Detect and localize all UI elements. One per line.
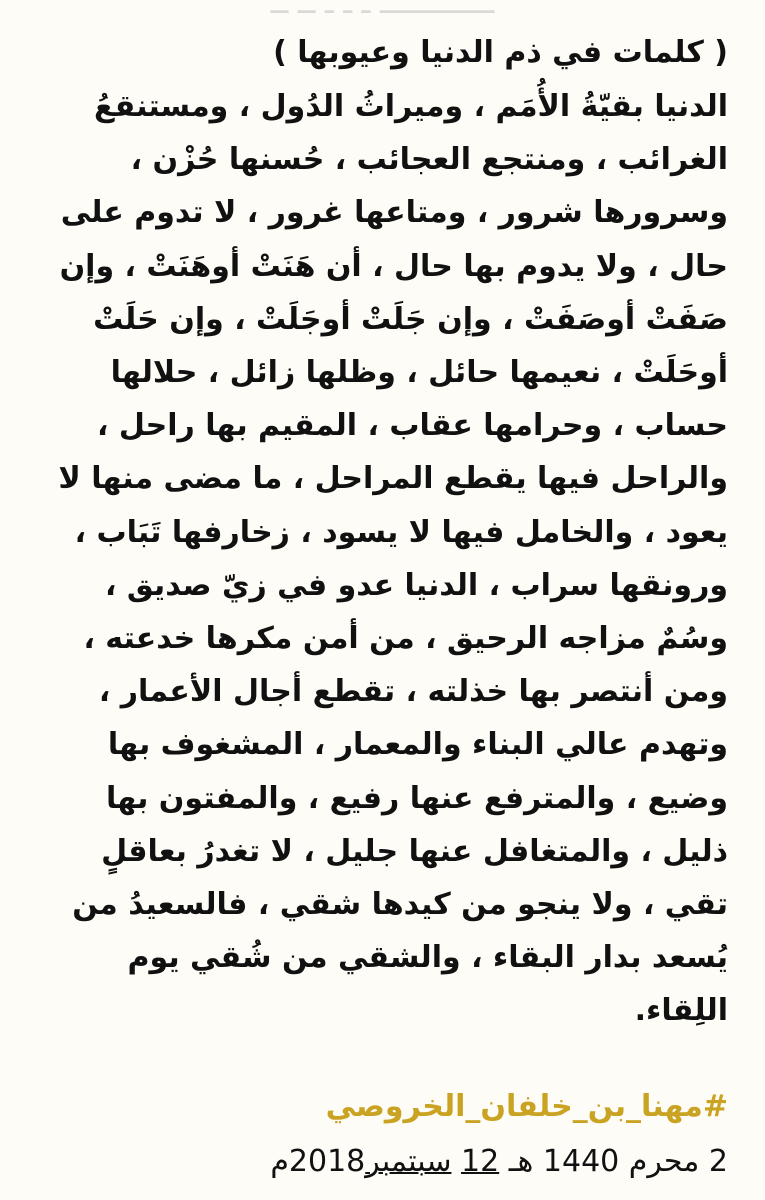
note-line: والراحل فيها يقطع المراحل ، ما مضى منها لا xyxy=(58,461,728,497)
date-line xyxy=(22,1135,728,1189)
note-line: وسرورها شرور ، ومتاعها غرور ، لا تدوم على xyxy=(60,195,728,231)
hashtag-link[interactable]: #مهنا_بن_خلفان_الخروصي xyxy=(325,1089,728,1124)
note-line: يعود ، والخامل فيها لا يسود ، زخارفها تَبَاب ، xyxy=(74,514,728,550)
note-body xyxy=(22,26,728,1038)
cut-off-previous-line: ـــــــــــــ ـ ـ ـ ــ ــ xyxy=(270,0,495,21)
note-line: ورونقها سراب ، الدنيا عدو في زيّ صديق ، xyxy=(105,567,728,603)
gregorian-day: 12 xyxy=(461,1144,500,1179)
note-line: الغرائب ، ومنتجع العجائب ، حُسنها حُزْن ، xyxy=(130,142,728,178)
note-line: حساب ، وحرامها عقاب ، المقيم بها راحل ، xyxy=(97,408,728,444)
note-line: وضيع ، والمترفع عنها رفيع ، والمفتون بها xyxy=(106,780,728,816)
hijri-date: 2 محرم 1440 هـ xyxy=(508,1144,728,1179)
note-line: تقي ، ولا ينجو من كيدها شقي ، فالسعيدُ من xyxy=(72,887,728,923)
note-line: ذليل ، والمتغافل عنها جليل ، لا تغدرُ بعاقلٍ xyxy=(101,833,728,869)
note-line: اللِقاء. xyxy=(634,993,728,1029)
note-line: وتهدم عالي البناء والمعمار ، المشغوف بها xyxy=(107,727,728,763)
note-line: أوحَلَتْ ، نعيمها حائل ، وظلها زائل ، حلالها xyxy=(110,355,728,391)
note-line: صَفَتْ أوصَفَتْ ، وإن جَلَتْ أوجَلَتْ ، وإن حَلَتْ xyxy=(93,301,728,337)
note-line: يُسعد بدار البقاء ، والشقي من شُقي يوم xyxy=(127,940,728,976)
gregorian-year: 2018م xyxy=(270,1144,366,1179)
note-line: حال ، ولا يدوم بها حال ، أن هَنَتْ أوهَنَتْ ، وإن xyxy=(59,248,728,284)
note-line: الدنيا بقيّةُ الأُمَم ، وميراثُ الدُول ، ومستنقعُ xyxy=(93,89,728,124)
gregorian-month: سبتمبر xyxy=(365,1144,452,1179)
note-title: ( كلمات في ذم الدنيا وعيوبها ) xyxy=(273,35,728,70)
note-line: وسُمٌ مزاجه الرحيق ، من أمن مكرها خدعته ، xyxy=(83,621,728,657)
note-line: ومن أنتصر بها خذلته ، تقطع أجال الأعمار ، xyxy=(98,674,728,710)
